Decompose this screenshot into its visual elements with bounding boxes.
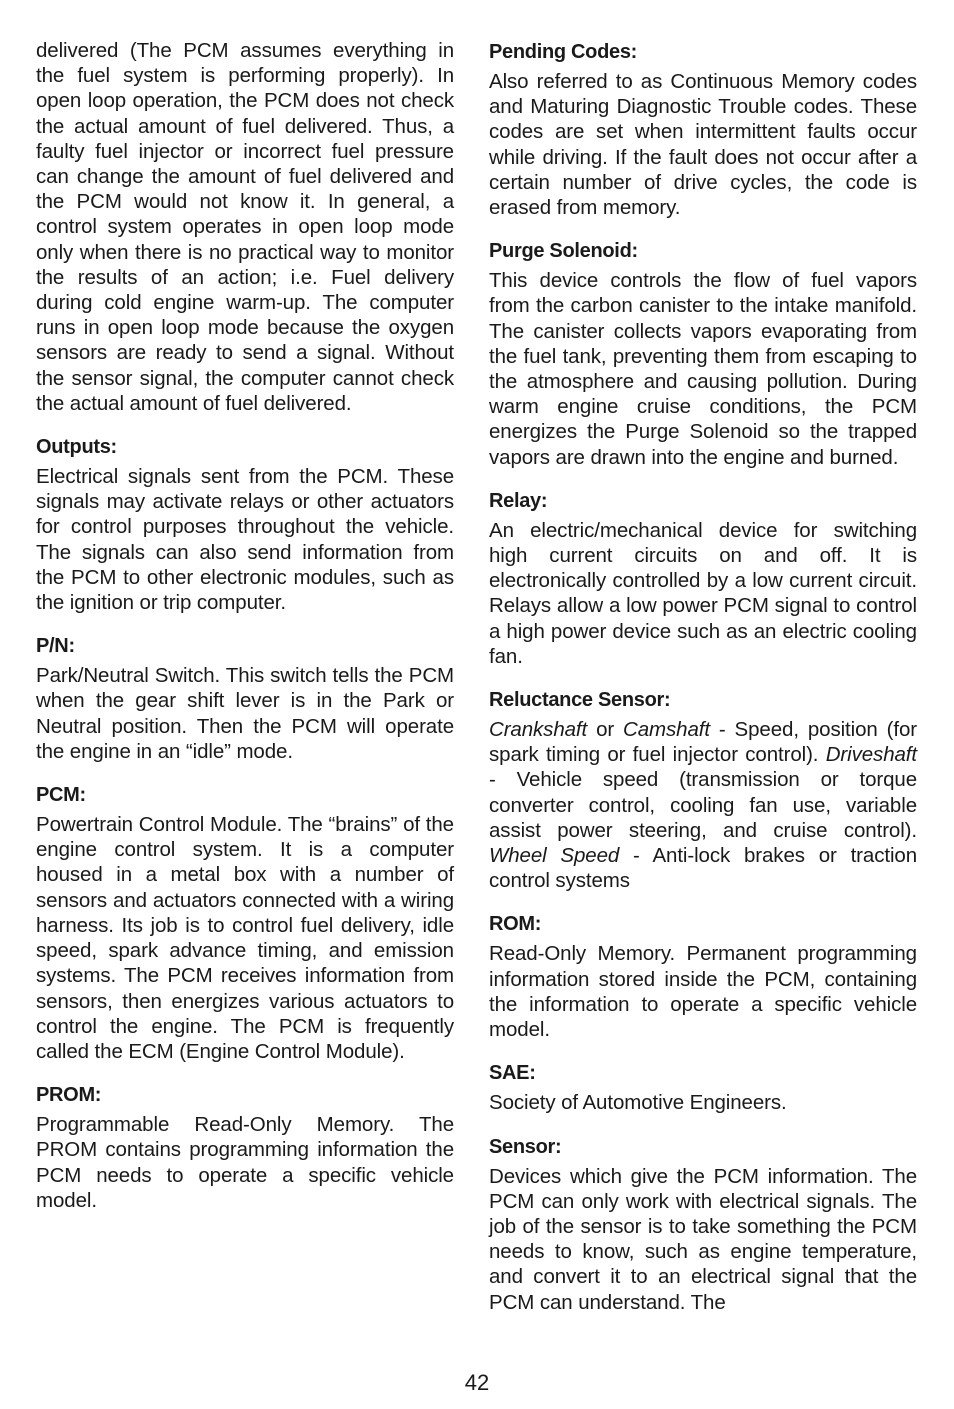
term-definition: Programmable Read-Only Memory. The PROM contains programming information the PCM needs to operate a specific vehicle model. [36,1113,454,1212]
term-definition: This device controls the flow of fuel vapors from the carbon canister to the intake manifold. The canister collects vapors evaporating from the fuel tank, preventing them from escaping to the atmosphere and causing pollution. During warm engine cruise conditions, the PCM energizes the Purge Solenoid so the trapped vapors are drawn into the engine and burned. [489,269,917,469]
glossary-entry-pn [36,632,454,764]
driveshaft-text: - Vehicle speed (transmission or torque converter control, cooling fan use, variable assist power steering, and cruise control). [489,768,917,842]
camshaft-text: - Speed, position (for spark timing or fuel injector control). [489,718,917,767]
term-definition [489,717,917,893]
glossary-entry-reluctance-sensor [489,686,917,893]
term-heading: SAE: [489,1062,536,1085]
term-heading: Sensor: [489,1135,562,1158]
glossary-entry-pcm [36,781,454,1064]
term-definition: Society of Automotive Engineers. [489,1091,787,1115]
page-number: 42 [464,1370,490,1395]
left-column [36,38,454,1230]
glossary-entry-relay [489,487,917,669]
term-definition: An electric/mechanical device for switching high current circuits on and off. It is electronically controlled by a low current circuit. Relays allow a low power PCM signal to control a high power device such as an electric cooling fan. [489,518,917,668]
continued-paragraph: delivered (The PCM assumes everything in the fuel system is performing properly). In open loop operation, the PCM does not check the actual amount of fuel delivered. Thus, a faulty fuel injector or incorrect fuel pressure can change the amount of fuel delivered and the PCM would not know it. In general, a control system operates in open loop mode only when there is no practical way to monitor the results of an action; i.e. Fuel delivery during cold engine warm-up. The computer runs in open loop mode because the oxygen sensors are ready to send a signal. Without the sensor signal, the computer cannot check the actual amount of fuel delivered. [36,39,454,415]
term-definition: Devices which give the PCM information. The PCM can only work with electrical signals. The job of the sensor is to take something the PCM needs to know, such as engine temperature, and convert it to an electrical signal that the PCM can understand. The [489,1164,917,1314]
term-heading: P/N: [36,635,75,658]
crankshaft-term: Crankshaft [489,718,588,742]
camshaft-term: Camshaft [623,718,710,742]
term-definition: Read-Only Memory. Permanent programming information stored inside the PCM, containing the information to operate a specific vehicle model. [489,942,917,1042]
term-heading: Outputs: [36,436,117,459]
glossary-entry-prom [36,1081,454,1213]
glossary-entry-outputs [36,433,454,615]
term-definition: Park/Neutral Switch. This switch tells the PCM when the gear shift lever is in the Park or Neutral position. Then the PCM will operate the engine in an “idle” mode. [36,664,454,763]
wheel-speed-term: Wheel Speed [489,844,620,868]
driveshaft-term: Driveshaft [825,743,917,767]
term-definition: Powertrain Control Module. The “brains” of the engine control system. It is a computer housed in a metal box with a number of sensors and actuators connected with a wiring harness. Its job is to control fuel delivery, idle speed, spark advance timing, and emission systems. The PCM receives information from sensors, then energizes various actuators to control the engine. The PCM is frequently called the ECM (Engine Control Module). [36,813,454,1063]
term-heading: PCM: [36,784,86,807]
term-heading: Purge Solenoid: [489,240,638,263]
wheel-speed-text: - Anti-lock brakes or traction control systems [489,844,918,893]
term-heading: PROM: [36,1084,102,1107]
glossary-entry-pending-codes [489,38,917,220]
term-heading: Pending Codes: [489,41,638,63]
term-heading: Reluctance Sensor: [489,689,671,712]
term-definition: Also referred to as Continuous Memory codes and Maturing Diagnostic Trouble codes. These codes are set when intermittent faults occur while driving. If the fault does not occur after a certain number of drive cycles, the code is erased from memory. [489,70,917,220]
term-heading: Relay: [489,489,548,512]
glossary-entry-sensor [489,1133,917,1315]
term-heading: ROM: [489,913,542,936]
right-column [489,38,917,1332]
glossary-entry-purge-solenoid [489,237,917,470]
glossary-entry-sae [489,1059,917,1115]
glossary-entry-rom [489,910,917,1042]
term-definition: Electrical signals sent from the PCM. These signals may activate relays or other actuators for control purposes throughout the vehicle. The signals can also send information from the PCM to other electronic modules, such as the ignition or trip computer. [36,465,454,615]
or-text: or [587,718,624,742]
